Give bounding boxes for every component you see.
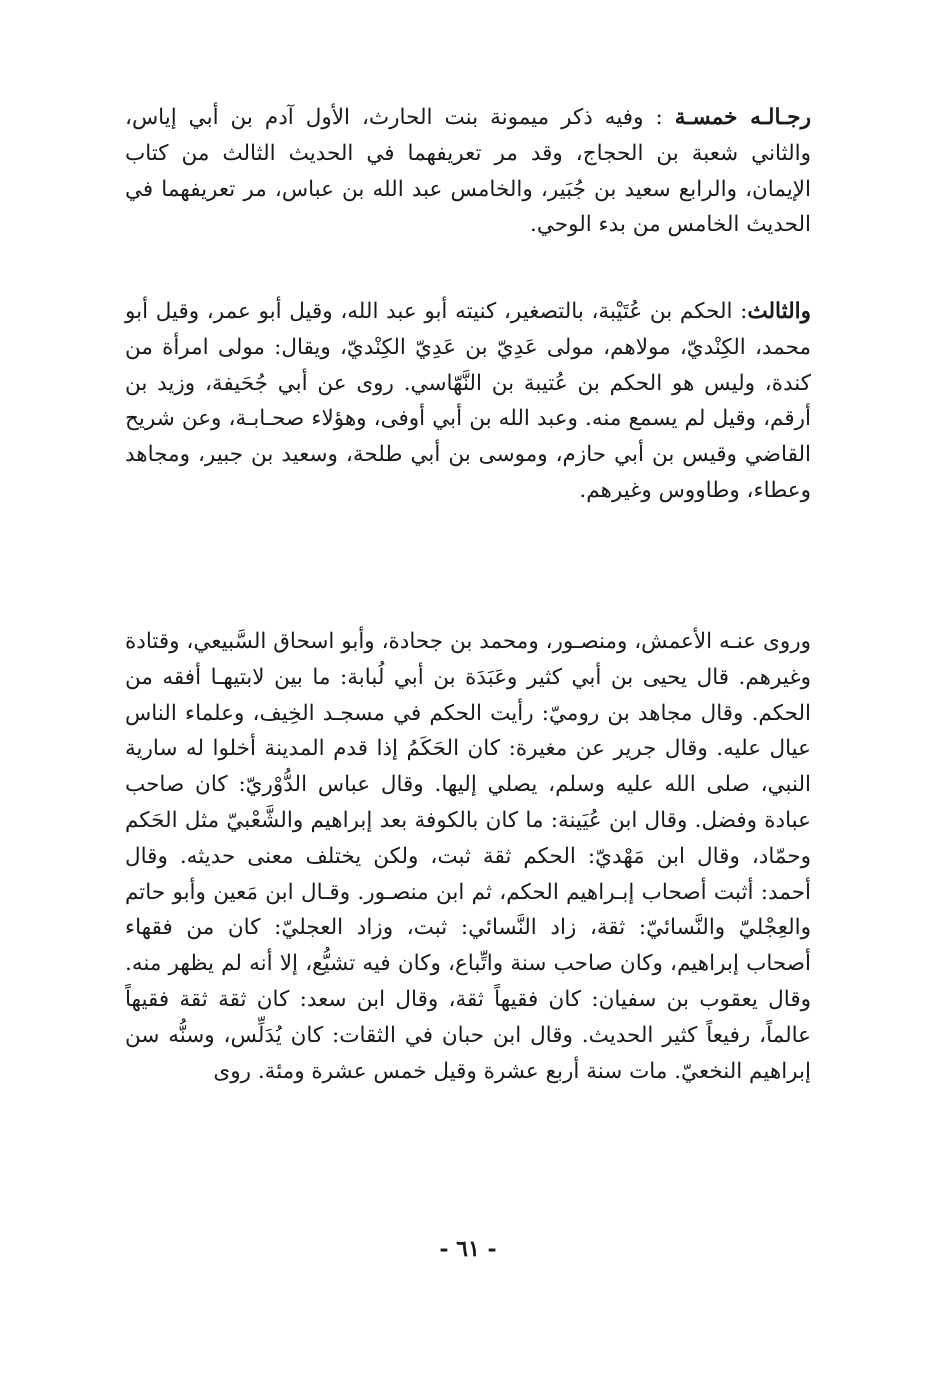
paragraph-transmitters	[125, 624, 811, 1089]
paragraph-lead: رجـالـه خمسـة	[674, 105, 811, 130]
paragraph-text: : الحكم بن عُتَيْبة، بالتصغير، كنيته أبو عبد الله، وقيل أبو عمر، وقيل أبو محمد، الكِنْديّ، مولاهم، مولى عَدِيّ بن عَدِيّ الكِنْديّ، ويقال: مولى امرأة من كندة، وليس هو الحكم بن عُتيبة بن النَّهّاسي. روى عن أبي جُحَيفة، وزيد بن أرقم، وقيل لم يسمع منه. وعبد الله بن أبي أوفى، وهؤلاء صحـابـة، وعن شريح القاضي وقيس بن أبي حازم، وموسى بن أبي طلحة، وسعيد بن جبير، ومجاهد وعطاء، وطاووس وغيرهم.	[125, 299, 811, 503]
paragraph-text: وروى عنـه الأعمش، ومنصـور، ومحمد بن جحادة، وأبو اسحاق السَّبيعي، وقتادة وغيرهم. قال يحيى بن أبي كثير وعَبَدَة بن أبي لُبابة: ما بين لابتيهـا أفقه من الحكم. وقال مجاهد بن روميّ: رأيت الحكم في مسجـد الخِيف، وعلماء الناس عيال عليه. وقال جرير عن مغيرة: كان الحَكَمُ إذا قدم المدينة أخلوا له سارية النبي، صلى الله عليه وسلم، يصلي إليها. وقال عباس الدُّوْريّ: كان صاحب عبادة وفضل. وقال ابن عُيَينة: ما كان بالكوفة بعد إبراهيم والشَّعْبيّ مثل الحَكم وحمّاد، وقال ابن مَهْديّ: الحكم ثقة ثبت، ولكن يختلف معنى حديثه. وقال أحمد: أثبت أصحاب إبـراهيم الحكم، ثم ابن منصـور. وقـال ابن مَعين وأبو حاتم والعِجْليّ والنَّسائيّ: ثقة، زاد النَّسائي: ثبت، وزاد العجليّ: كان من فقهاء أصحاب إبراهيم، وكان صاحب سنة واتِّباع، وكان فيه تشيُّع، إلا أنه لم يظهر منه. وقال يعقوب بن سفيان: كان فقيهاً ثقة، وقال ابن سعد: كان ثقة ثقة فقيهاً عالماً، رفيعاً كثير الحديث. وقال ابن حبان في الثقات: كان يُدَلِّس، وسنُّه سن إبراهيم النخعيّ. مات سنة أربع عشرة وقيل خمس عشرة ومئة. روى	[125, 629, 811, 1084]
paragraph-lead: والثالث	[747, 299, 811, 324]
paragraph-third-narrator	[125, 294, 811, 509]
page-number: - ٦١ -	[439, 1236, 497, 1262]
paragraph-narrators	[125, 100, 811, 243]
paragraph-text: : وفيه ذكر ميمونة بنت الحارث، الأول آدم بن أبي إياس، والثاني شعبة بن الحجاج، وقد مر تعريفهما في الحديث الثالث من كتاب الإيمان، والرابع سعيد بن جُبَير، والخامس عبد الله بن عباس، مر تعريفهما في الحديث الخامس من بدء الوحي.	[125, 105, 811, 238]
